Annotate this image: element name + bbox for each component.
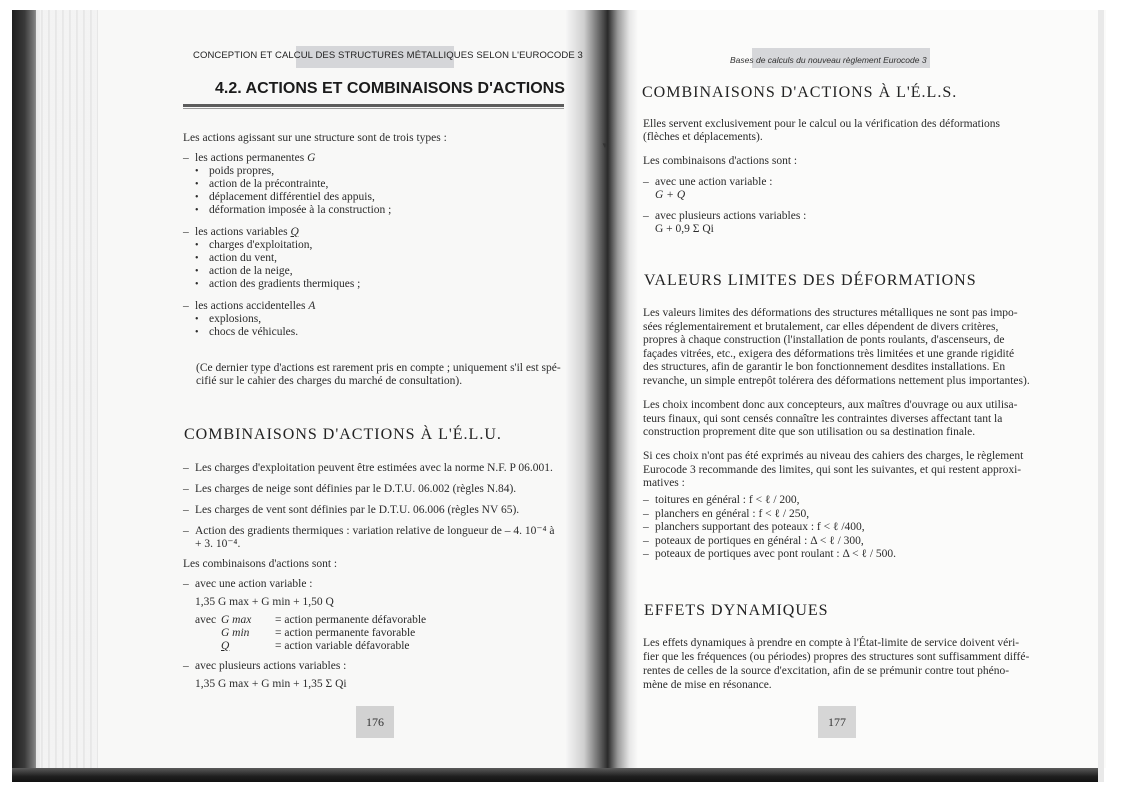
paragraph-line: Les effets dynamiques à prendre en compte à l'État-limite de service doivent véri- — [643, 637, 1020, 649]
note-line: cifié sur le cahier des charges du marché de consultation). — [196, 375, 463, 387]
paragraph-line: Elles servent exclusivement pour le calcul ou la vérification des déformations — [643, 118, 1001, 130]
one-variable-formula: 1,35 G max + G min + 1,50 Q — [195, 596, 334, 608]
definition-row — [183, 614, 426, 627]
definition-prefix: avec — [195, 614, 217, 626]
permanent-items — [183, 165, 391, 217]
section-title: 4.2. ACTIONS ET COMBINAISONS D'ACTIONS — [215, 80, 565, 97]
els-combinations — [643, 176, 806, 236]
page-number-right: 177 — [818, 706, 856, 738]
paragraph-line: sées réglementairement et brutalement, car elles dépendent de divers critères, — [643, 320, 999, 333]
dynamic-effects-heading: EFFETS DYNAMIQUES — [644, 602, 829, 619]
page-edge-right — [1098, 10, 1104, 782]
running-head-left: CONCEPTION ET CALCUL DES STRUCTURES MÉTALLIQUES SELON L'EUROCODE 3 — [193, 50, 583, 61]
paragraph-line: façades vitrées, etc., exigera des déformations très limitées et une grande rigidité — [643, 347, 1015, 360]
list-item: • déplacement différentiel des appuis, — [195, 191, 391, 204]
paragraph-line: Si ces choix n'ont pas été exprimés au niveau des cahiers des charges, le règlement — [643, 450, 1024, 462]
elu-heading: COMBINAISONS D'ACTIONS À L'É.L.U. — [184, 426, 502, 443]
list-item: • chocs de véhicules. — [195, 326, 391, 339]
one-variable-label: – avec une action variable : — [183, 578, 426, 591]
els-combinations-intro: Les combinaisons d'actions sont : — [643, 155, 798, 167]
definition-text: = action permanente défavorable — [275, 614, 427, 626]
paragraph-line: fier que les fréquences (ou périodes) propres des structures sont suffisamment diffé- — [643, 651, 1030, 663]
paragraph-line: Les valeurs limites des déformations des structures métalliques ne sont pas impo- — [643, 307, 1018, 319]
action-type-accidental: – les actions accidentelles A — [183, 300, 391, 313]
list-item: • poids propres, — [195, 165, 391, 178]
limit-item: – planchers en général : f < ℓ / 250, — [643, 508, 896, 522]
list-item: • action de la précontrainte, — [195, 178, 391, 191]
els-one-formula: G + Q — [655, 189, 686, 201]
action-types-list — [183, 152, 391, 339]
paragraph-line: construction proprement dite que son utilisation ou sa destination finale. — [643, 426, 976, 438]
combinations-intro: Les combinaisons d'actions sont : — [183, 558, 338, 570]
paragraph-line: des structures, afin de garantir le bon fonctionnement desdites installations. En — [643, 361, 1006, 373]
elu-list — [183, 462, 554, 551]
action-type-variable: – les actions variables Q — [183, 226, 391, 239]
multi-variable-formula: 1,35 G max + G min + 1,35 Σ Qi — [195, 678, 347, 690]
variable-items — [183, 239, 391, 291]
paragraph-line: teurs finaux, qui sont censés connaître les contraintes diverses affectant tant la — [643, 412, 1003, 425]
elu-combinations — [183, 578, 426, 691]
elu-item-continuation: + 3. 10⁻⁴. — [195, 538, 241, 550]
paragraph-line: Eurocode 3 recommande des limites, qui sont les suivantes, et qui restent approxi- — [643, 463, 1022, 476]
limits-heading: VALEURS LIMITES DES DÉFORMATIONS — [644, 272, 977, 289]
list-item: • explosions, — [195, 313, 391, 326]
elu-item: – Action des gradients thermiques : variation relative de longueur de – 4. 10⁻⁴ à — [183, 525, 554, 538]
limit-item: – planchers supportant des poteaux : f < ℓ /400, — [643, 521, 896, 535]
limit-item: – poteaux de portiques en général : Δ < ℓ / 300, — [643, 535, 896, 549]
paragraph-line: revanche, un simple entrepôt tolérera des déformations nettement plus importantes). — [643, 374, 1030, 387]
els-heading: COMBINAISONS D'ACTIONS À L'É.L.S. — [642, 84, 958, 101]
definition-term: G max — [221, 614, 252, 626]
els-one-label: – avec une action variable : — [643, 176, 806, 189]
page-mark: ▼ — [601, 141, 609, 150]
paragraph-line: mène de mise en résonance. — [643, 679, 772, 691]
intro-text: Les actions agissant sur une structure sont de trois types : — [183, 132, 447, 144]
definition-term: G min — [221, 627, 250, 639]
list-item: • action des gradients thermiques ; — [195, 278, 391, 291]
note-paragraph — [196, 362, 561, 388]
definition-text: = action variable défavorable — [275, 640, 410, 652]
paragraph-line: rentes de celles de la source d'excitation, afin de se prémunir contre tout phéno- — [643, 665, 1010, 677]
limits-paragraph-3 — [643, 450, 1023, 491]
multi-variable-label: – avec plusieurs actions variables : — [183, 660, 426, 673]
definition-term: Q — [221, 640, 230, 652]
scan-shadow-bottom — [12, 768, 1102, 782]
limits-paragraph-1 — [643, 307, 1030, 388]
els-multi-label: – avec plusieurs actions variables : — [643, 210, 806, 223]
paragraph-line: propres à chaque construction (l'installation de ponts roulants, d'ascenseurs, de — [643, 334, 1005, 346]
elu-item: – Les charges de vent sont définies par le D.T.U. 06.006 (règles NV 65). — [183, 504, 554, 517]
note-line: (Ce dernier type d'actions est rarement pris en compte ; uniquement s'il est spé- — [196, 362, 561, 374]
list-item: • action du vent, — [195, 252, 391, 265]
els-multi-formula: G + 0,9 Σ Qi — [655, 223, 714, 235]
action-type-permanent: – les actions permanentes G — [183, 152, 391, 165]
list-item: • action de la neige, — [195, 265, 391, 278]
dynamic-effects-paragraph — [643, 636, 1029, 692]
elu-item: – Les charges de neige sont définies par le D.T.U. 06.002 (règles N.84). — [183, 483, 554, 496]
limits-paragraph-2 — [643, 399, 1017, 440]
title-rule — [183, 104, 564, 107]
paragraph-line: (flèches et déplacements). — [643, 131, 763, 143]
title-rule-thin — [183, 108, 564, 109]
book-gutter — [566, 10, 638, 768]
paragraph-line: matives : — [643, 477, 685, 489]
definition-row — [183, 640, 426, 653]
page-number-left: 176 — [356, 706, 394, 738]
page-stack-edges — [36, 10, 106, 782]
definition-row — [183, 627, 426, 640]
limit-item: – toitures en général : f < ℓ / 200, — [643, 494, 896, 508]
accidental-items — [183, 313, 391, 339]
limit-item: – poteaux de portiques avec pont roulant : Δ < ℓ / 500. — [643, 548, 896, 562]
running-head-right: Bases de calculs du nouveau règlement Eurocode 3 — [730, 55, 927, 65]
els-paragraph — [643, 118, 1000, 144]
list-item: • charges d'exploitation, — [195, 239, 391, 252]
paragraph-line: Les choix incombent donc aux concepteurs, aux maîtres d'ouvrage ou aux utilisa- — [643, 399, 1018, 411]
elu-item: – Les charges d'exploitation peuvent être estimées avec la norme N.F. P 06.001. — [183, 462, 554, 475]
list-item: • déformation imposée à la construction ; — [195, 204, 391, 217]
limits-list — [643, 494, 896, 562]
definition-text: = action permanente favorable — [275, 627, 416, 639]
